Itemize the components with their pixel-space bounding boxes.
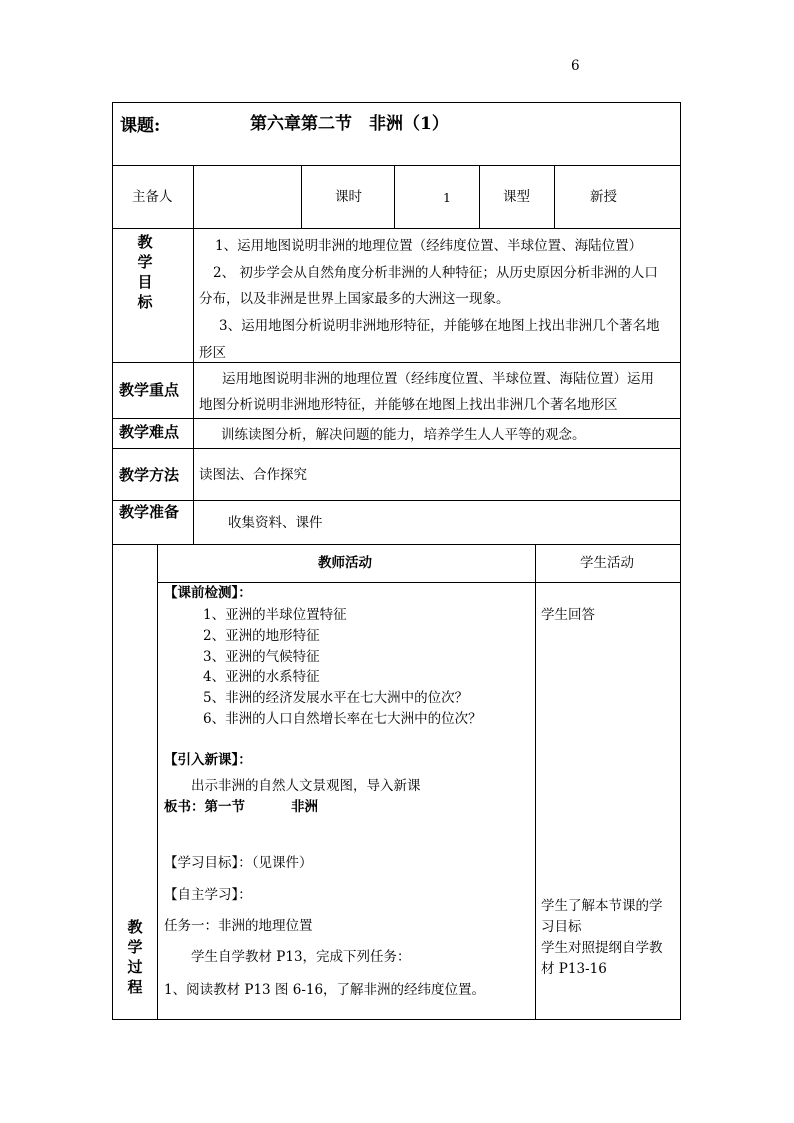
learning-goals: 【学习目标】：（见课件） xyxy=(164,855,313,871)
pretest-title: 【课前检测】： xyxy=(164,585,252,601)
intro-text: 出示非洲的自然人文景观图，导入新课 xyxy=(191,778,421,794)
pretest-item: 6、非洲的人口自然增长率在七大洲中的位次？ xyxy=(203,711,482,727)
task-one-instruction: 学生自学教材 P13，完成下列任务： xyxy=(191,949,411,965)
pretest-item: 1、亚洲的半球位置特征 xyxy=(203,607,347,623)
objective-line: 分布，以及非洲是世界上国家最多的大洲这一现象。 xyxy=(199,291,510,307)
board-label: 板书：第一节 xyxy=(164,799,245,815)
objective-line: 形区 xyxy=(199,345,226,361)
objective-line: 3、运用地图分析说明非洲地形特征，并能够在地图上找出非洲几个著名地 xyxy=(219,318,660,334)
task-one-item: 1、阅读教材 P13 图 6-16，了解非洲的经纬度位置。 xyxy=(164,982,486,998)
methods-label: 教学方法 xyxy=(119,466,180,484)
pretest-item: 4、亚洲的水系特征 xyxy=(203,669,320,685)
methods-text: 读图法、合作探究 xyxy=(199,467,307,483)
page-number: 6 xyxy=(571,58,580,74)
period-value: 1 xyxy=(443,190,451,205)
topic-label: 课题: xyxy=(120,116,161,136)
student-note: 习目标 xyxy=(541,919,582,935)
pretest-item: 3、亚洲的气候特征 xyxy=(203,649,320,665)
period-label: 课时 xyxy=(335,189,362,205)
difficulties-label: 教学难点 xyxy=(119,423,180,441)
task-one: 任务一：非洲的地理位置 xyxy=(164,918,313,934)
board-value: 非洲 xyxy=(291,799,318,815)
objectives-label: 教 学 目 标 xyxy=(137,233,153,311)
objective-line: 1、运用地图说明非洲的地理位置（经纬度位置、半球位置、海陆位置） xyxy=(215,238,643,254)
difficulties-text: 训练读图分析，解决问题的能力，培养学生人人平等的观念。 xyxy=(221,427,586,443)
preparation-label: 教学准备 xyxy=(119,503,180,521)
key-points-line: 运用地图说明非洲的地理位置（经纬度位置、半球位置、海陆位置）运用 xyxy=(222,371,654,387)
preparer-label: 主备人 xyxy=(132,189,173,205)
student-note: 学生对照提纲自学教 xyxy=(541,940,663,956)
student-answer: 学生回答 xyxy=(541,607,595,623)
preparation-text: 收集资料、课件 xyxy=(228,515,323,531)
key-points-line: 地图分析说明非洲地形特征，并能够在地图上找出非洲几个著名地形区 xyxy=(199,397,618,413)
type-value: 新授 xyxy=(590,189,617,205)
objective-line: 2、 初步学会从自然角度分析非洲的人种特征；从历史原因分析非洲的人口 xyxy=(213,265,658,281)
teacher-activity-header: 教师活动 xyxy=(318,555,372,571)
process-label: 教 学 过 程 xyxy=(127,918,143,996)
topic-title: 第六章第二节 非洲（1） xyxy=(250,114,449,134)
pretest-item: 2、亚洲的地形特征 xyxy=(203,628,320,644)
pretest-item: 5、非洲的经济发展水平在七大洲中的位次？ xyxy=(203,690,469,706)
type-label: 课型 xyxy=(503,189,530,205)
self-study-title: 【自主学习】： xyxy=(164,887,252,903)
student-note: 学生了解本节课的学 xyxy=(541,898,663,914)
student-activity-header: 学生活动 xyxy=(580,555,634,571)
intro-title: 【引入新课】： xyxy=(164,752,252,768)
student-note: 材 P13-16 xyxy=(541,961,607,977)
key-points-label: 教学重点 xyxy=(119,381,180,399)
